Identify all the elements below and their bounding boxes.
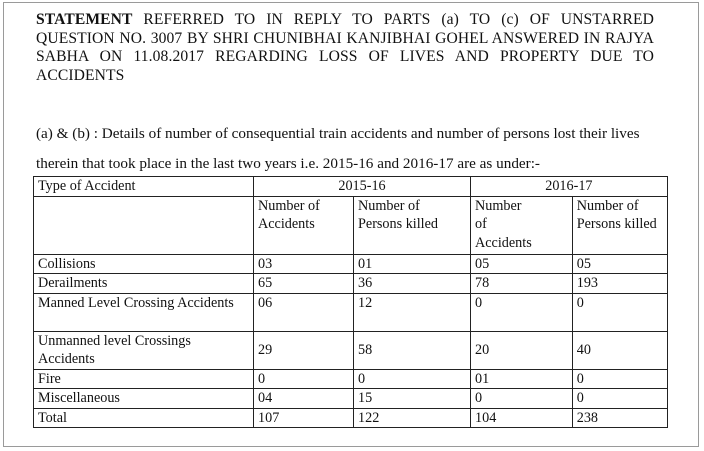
row-accidents-2015: 03: [254, 254, 354, 274]
row-accidents-2015: 0: [254, 369, 354, 389]
row-type: Collisions: [34, 254, 254, 274]
subheader-killed-2016: Number of Persons killed: [572, 196, 667, 254]
row-killed-2016: 05: [572, 254, 667, 274]
table-row: [34, 389, 668, 409]
statement-heading: [36, 11, 654, 85]
table-total-row: [34, 408, 668, 428]
row-accidents-2016: 01: [471, 369, 573, 389]
row-killed-2016: 238: [572, 408, 667, 428]
type-of-accident-header: Type of Accident: [34, 177, 254, 197]
row-killed-2016: 0: [572, 369, 667, 389]
row-killed-2015: 15: [354, 389, 471, 409]
row-type: Fire: [34, 369, 254, 389]
row-type: Derailments: [34, 274, 254, 294]
row-accidents-2015: 107: [254, 408, 354, 428]
row-accidents-2016: 05: [471, 254, 573, 274]
row-killed-2016: 0: [572, 389, 667, 409]
row-type: Miscellaneous: [34, 389, 254, 409]
accidents-table: [33, 176, 668, 428]
subheader-killed-2015: Number of Persons killed: [354, 196, 471, 254]
row-accidents-2015: 29: [254, 331, 354, 369]
row-type: Unmanned level Crossings Accidents: [34, 331, 254, 369]
row-type: Manned Level Crossing Accidents: [34, 293, 254, 331]
row-killed-2016: 0: [572, 293, 667, 331]
row-killed-2015: 12: [354, 293, 471, 331]
table-row: [34, 369, 668, 389]
row-killed-2015: 0: [354, 369, 471, 389]
statement-text: REFERRED TO IN REPLY TO PARTS (a) TO (c) OF UNSTARRED QUESTION NO. 3007 BY SHRI CHUNIBHAI KANJIBHAI GOHEL ANSWERED IN RAJYA SABHA ON 11.08.2017 REGARDING LOSS OF LIVES AND PROPERTY DUE TO ACCIDENTS: [36, 11, 654, 84]
table-row: [34, 331, 668, 369]
row-killed-2015: 01: [354, 254, 471, 274]
table-header-row: [34, 177, 668, 197]
row-accidents-2015: 06: [254, 293, 354, 331]
table-row: [34, 293, 668, 331]
table-subheader-row: [34, 196, 668, 254]
row-accidents-2016: 104: [471, 408, 573, 428]
table-row: [34, 254, 668, 274]
row-accidents-2015: 65: [254, 274, 354, 294]
row-accidents-2016: 20: [471, 331, 573, 369]
row-killed-2016: 40: [572, 331, 667, 369]
row-accidents-2016: 0: [471, 389, 573, 409]
row-accidents-2016: 78: [471, 274, 573, 294]
row-killed-2015: 122: [354, 408, 471, 428]
subheader-accidents-2016: Number of Accidents: [471, 196, 573, 254]
statement-label: STATEMENT: [36, 11, 133, 28]
table-row: [34, 274, 668, 294]
row-killed-2015: 58: [354, 331, 471, 369]
blank-cell: [34, 196, 254, 254]
row-killed-2015: 36: [354, 274, 471, 294]
year-2015-16-header: 2015-16: [254, 177, 471, 197]
row-killed-2016: 193: [572, 274, 667, 294]
intro-paragraph: (a) & (b) : Details of number of consequential train accidents and number of persons lost their lives therein that took place in the last two years i.e. 2015-16 and 2016-17 are as under:-: [36, 125, 640, 172]
row-type: Total: [34, 408, 254, 428]
row-accidents-2015: 04: [254, 389, 354, 409]
year-2016-17-header: 2016-17: [471, 177, 668, 197]
subheader-accidents-2015: Number of Accidents: [254, 196, 354, 254]
row-accidents-2016: 0: [471, 293, 573, 331]
